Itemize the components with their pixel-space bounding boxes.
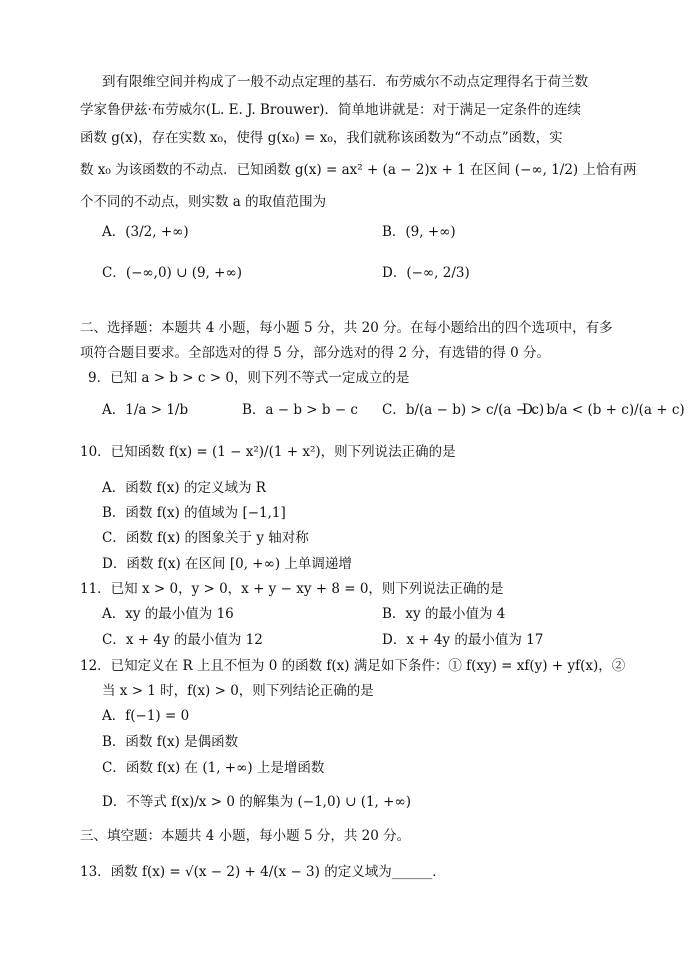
q10-option-c: C．函数 f(x) 的图象关于 y 轴对称	[102, 530, 309, 546]
q9-option-a: A．1/a > 1/b	[102, 402, 189, 418]
q11-option-d: D．x + 4y 的最小值为 17	[382, 632, 544, 648]
q12-option-a: A．f(−1) = 0	[102, 708, 190, 724]
q10-option-a: A．函数 f(x) 的定义域为 R	[102, 480, 266, 496]
q11-option-a: A．xy 的最小值为 16	[102, 606, 234, 622]
q9-option-c: C．b/(a − b) > c/(a − c)	[382, 402, 545, 418]
intro-line-5: 个不同的不动点，则实数 a 的取值范围为	[80, 194, 327, 210]
q10-option-d: D．函数 f(x) 在区间 [0, +∞) 上单调递增	[102, 556, 352, 572]
q12-stem-line-1: 12．已知定义在 R 上且不恒为 0 的函数 f(x) 满足如下条件：① f(xy) = xf(y) + yf(x)，②	[80, 658, 626, 674]
q12-option-b: B．函数 f(x) 是偶函数	[102, 734, 239, 750]
q9-stem: 9．已知 a > b > c > 0，则下列不等式一定成立的是	[88, 370, 410, 386]
section-2-heading-line-1: 二、选择题：本题共 4 小题，每小题 5 分，共 20 分。在每小题给出的四个选项中，有多	[80, 320, 613, 336]
intro-line-1: 到有限维空间并构成了一般不动点定理的基石．布劳威尔不动点定理得名于荷兰数	[102, 74, 588, 90]
intro-line-2: 学家鲁伊兹·布劳威尔(L. E. J. Brouwer)．简单地讲就是：对于满足一定条件的连续	[80, 102, 581, 118]
q10-stem: 10．已知函数 f(x) = (1 − x²)/(1 + x²)，则下列说法正确的是	[80, 444, 456, 460]
intro-line-4: 数 x₀ 为该函数的不动点．已知函数 g(x) = ax² + (a − 2)x + 1 在区间 (−∞, 1/2) 上恰有两	[80, 162, 637, 178]
q11-option-c: C．x + 4y 的最小值为 12	[102, 632, 263, 648]
q8-option-c: C．(−∞,0) ∪ (9, +∞)	[102, 265, 242, 281]
section-3-heading: 三、填空题：本题共 4 小题，每小题 5 分，共 20 分。	[80, 828, 411, 844]
q11-stem: 11．已知 x > 0，y > 0，x + y − xy + 8 = 0，则下列说法正确的是	[80, 581, 504, 597]
intro-line-3: 函数 g(x)，存在实数 x₀，使得 g(x₀) = x₀，我们就称该函数为“不动点”函数，实	[80, 130, 563, 146]
q11-option-b: B．xy 的最小值为 4	[382, 606, 506, 622]
section-2-heading-line-2: 项符合题目要求。全部选对的得 5 分，部分选对的得 2 分，有选错的得 0 分。	[80, 345, 551, 361]
q13-stem: 13．函数 f(x) = √(x − 2) + 4/(x − 3) 的定义域为______．	[80, 864, 446, 880]
q8-option-d: D．(−∞, 2/3)	[382, 265, 470, 281]
q10-option-b: B．函数 f(x) 的值域为 [−1,1]	[102, 505, 286, 521]
q8-option-b: B．(9, +∞)	[382, 224, 456, 240]
q12-stem-line-2: 当 x > 1 时，f(x) > 0，则下列结论正确的是	[102, 683, 374, 699]
q8-option-a: A．(3/2, +∞)	[102, 224, 189, 240]
q9-option-b: B．a − b > b − c	[242, 402, 358, 418]
q9-option-d: D．b/a < (b + c)/(a + c)	[522, 402, 685, 418]
q12-option-c: C．函数 f(x) 在 (1, +∞) 上是增函数	[102, 760, 325, 776]
q12-option-d: D．不等式 f(x)/x > 0 的解集为 (−1,0) ∪ (1, +∞)	[102, 794, 411, 810]
